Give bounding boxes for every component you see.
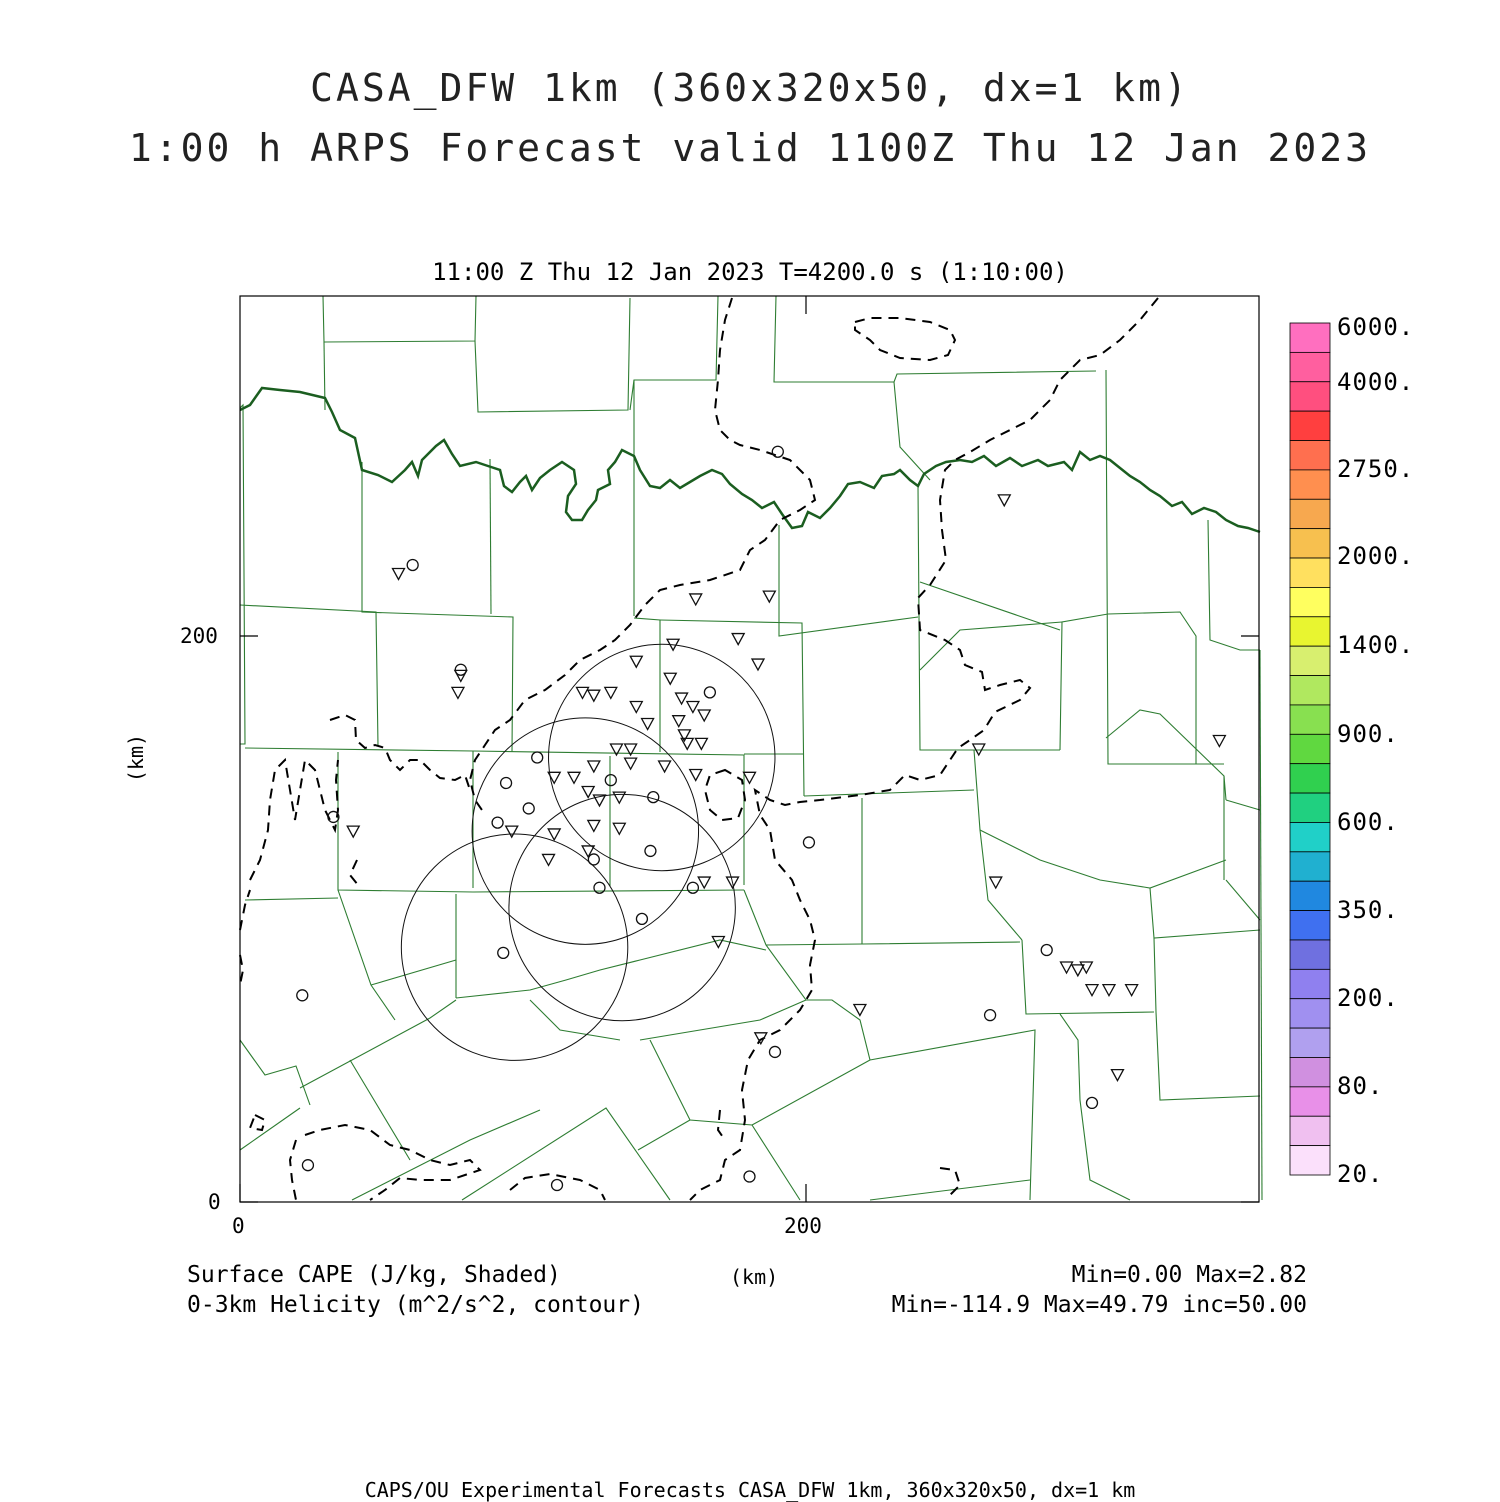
colorbar-swatch: [1290, 382, 1330, 411]
station-triangle-marker: [613, 792, 625, 803]
radar-ring-1: [549, 644, 775, 870]
colorbar: [1290, 323, 1330, 1175]
station-triangle-marker: [642, 719, 654, 730]
y-tick-200: 200: [180, 624, 218, 648]
colorbar-swatch: [1290, 911, 1330, 940]
station-circle-marker: [407, 559, 418, 570]
station-triangle-marker: [613, 823, 625, 834]
colorbar-swatch: [1290, 822, 1330, 851]
colorbar-swatch: [1290, 1057, 1330, 1086]
y-axis-label: (km): [124, 733, 149, 783]
x-tick-200: 200: [784, 1214, 822, 1238]
station-circle-marker: [769, 1046, 780, 1057]
colorbar-swatch: [1290, 441, 1330, 470]
colorbar-swatch: [1290, 1087, 1330, 1116]
station-triangle-marker: [690, 594, 702, 605]
colorbar-label: 900.: [1337, 720, 1399, 748]
colorbar-swatch: [1290, 529, 1330, 558]
station-triangle-marker: [687, 702, 699, 713]
station-circle-marker: [645, 845, 656, 856]
station-circle-marker: [636, 913, 647, 924]
station-circle-marker: [498, 947, 509, 958]
colorbar-label: 6000.: [1337, 313, 1415, 341]
station-triangle-marker: [854, 1004, 866, 1015]
station-triangle-marker: [582, 786, 594, 797]
station-triangle-markers: [347, 495, 1225, 1081]
colorbar-swatch: [1290, 881, 1330, 910]
plot-header: 11:00 Z Thu 12 Jan 2023 T=4200.0 s (1:10:00): [432, 258, 1068, 286]
station-circle-marker: [605, 775, 616, 786]
station-triangle-marker: [659, 761, 671, 772]
colorbar-swatch: [1290, 499, 1330, 528]
station-circle-marker: [297, 990, 308, 1001]
colorbar-label: 2000.: [1337, 542, 1415, 570]
station-triangle-marker: [452, 687, 464, 698]
station-triangle-marker: [625, 758, 637, 769]
station-triangle-marker: [664, 673, 676, 684]
station-circle-marker: [772, 446, 783, 457]
station-triangle-marker: [1111, 1070, 1123, 1081]
station-circle-marker: [588, 854, 599, 865]
colorbar-swatch: [1290, 587, 1330, 616]
station-triangle-marker: [630, 702, 642, 713]
station-triangle-marker: [698, 877, 710, 888]
colorbar-label: 20.: [1337, 1160, 1384, 1188]
station-triangle-marker: [568, 772, 580, 783]
colorbar-swatch: [1290, 734, 1330, 763]
station-triangle-marker: [605, 687, 617, 698]
colorbar-swatch: [1290, 793, 1330, 822]
x-axis-label: (km): [730, 1265, 779, 1289]
station-triangle-marker: [1213, 736, 1225, 747]
station-triangle-marker: [506, 826, 518, 837]
station-triangle-marker: [681, 738, 693, 749]
station-circle-marker: [1041, 945, 1052, 956]
y-tick-0: 0: [208, 1190, 221, 1214]
station-triangle-marker: [744, 772, 756, 783]
colorbar-label: 80.: [1337, 1072, 1384, 1100]
station-triangle-marker: [763, 591, 775, 602]
helicity-contours: [240, 298, 1158, 1200]
colorbar-swatch: [1290, 940, 1330, 969]
station-triangle-marker: [673, 716, 685, 727]
station-triangle-marker: [1086, 985, 1098, 996]
colorbar-label: 350.: [1337, 896, 1399, 924]
station-triangle-marker: [393, 568, 405, 579]
colorbar-swatch: [1290, 1146, 1330, 1175]
station-circle-marker: [648, 792, 659, 803]
station-triangle-marker: [698, 710, 710, 721]
station-circle-marker: [803, 837, 814, 848]
station-circle-marker: [744, 1171, 755, 1182]
colorbar-swatch: [1290, 676, 1330, 705]
contour-minmax: Min=-114.9 Max=49.79 inc=50.00: [891, 1292, 1307, 1318]
radar-ring-4: [401, 834, 627, 1060]
colorbar-label: 1400.: [1337, 631, 1415, 659]
chart-title-line1: CASA_DFW 1km (360x320x50, dx=1 km): [310, 66, 1190, 110]
station-triangle-marker: [548, 829, 560, 840]
station-circle-marker: [1086, 1097, 1097, 1108]
station-triangle-marker: [678, 730, 690, 741]
station-triangle-marker: [1126, 985, 1138, 996]
colorbar-label: 200.: [1337, 984, 1399, 1012]
colorbar-swatch: [1290, 411, 1330, 440]
station-triangle-marker: [588, 820, 600, 831]
colorbar-swatch: [1290, 352, 1330, 381]
station-triangle-marker: [676, 693, 688, 704]
colorbar-swatch: [1290, 1028, 1330, 1057]
station-circle-markers: [297, 446, 1098, 1190]
station-triangle-marker: [752, 659, 764, 670]
station-circle-marker: [492, 817, 503, 828]
colorbar-label: 2750.: [1337, 455, 1415, 483]
station-triangle-marker: [1103, 985, 1115, 996]
footer-credit: CAPS/OU Experimental Forecasts CASA_DFW 1km, 360x320x50, dx=1 km: [364, 1478, 1136, 1502]
station-triangle-marker: [990, 877, 1002, 888]
x-tick-0: 0: [232, 1214, 245, 1238]
colorbar-swatch: [1290, 646, 1330, 675]
station-triangle-marker: [732, 634, 744, 645]
colorbar-swatch: [1290, 764, 1330, 793]
colorbar-label: 4000.: [1337, 368, 1415, 396]
station-circle-marker: [687, 882, 698, 893]
colorbar-swatch: [1290, 999, 1330, 1028]
colorbar-swatch: [1290, 1116, 1330, 1145]
colorbar-swatch: [1290, 852, 1330, 881]
station-circle-marker: [523, 803, 534, 814]
station-triangle-marker: [998, 495, 1010, 506]
colorbar-swatch: [1290, 558, 1330, 587]
colorbar-swatch: [1290, 470, 1330, 499]
station-triangle-marker: [588, 690, 600, 701]
colorbar-swatch: [1290, 969, 1330, 998]
station-triangle-marker: [695, 738, 707, 749]
station-circle-marker: [532, 752, 543, 763]
station-triangle-marker: [347, 826, 359, 837]
shaded-minmax: Min=0.00 Max=2.82: [1071, 1262, 1307, 1288]
station-circle-marker: [501, 777, 512, 788]
contour-field-label: 0-3km Helicity (m^2/s^2, contour): [187, 1292, 644, 1318]
station-triangle-marker: [630, 656, 642, 667]
colorbar-swatch: [1290, 705, 1330, 734]
station-triangle-marker: [455, 670, 467, 681]
county-boundaries: [240, 296, 1262, 1200]
colorbar-label: 600.: [1337, 808, 1399, 836]
station-triangle-marker: [1061, 962, 1073, 973]
station-circle-marker: [704, 687, 715, 698]
shaded-field-label: Surface CAPE (J/kg, Shaded): [187, 1262, 561, 1288]
colorbar-swatch: [1290, 323, 1330, 352]
colorbar-swatch: [1290, 617, 1330, 646]
station-triangle-marker: [588, 761, 600, 772]
station-circle-marker: [302, 1160, 313, 1171]
station-triangle-marker: [576, 687, 588, 698]
station-triangle-marker: [690, 769, 702, 780]
station-circle-marker: [552, 1180, 563, 1191]
station-triangle-marker: [543, 854, 555, 865]
station-circle-marker: [985, 1010, 996, 1021]
chart-title-line2: 1:00 h ARPS Forecast valid 1100Z Thu 12 Jan 2023: [128, 126, 1372, 170]
